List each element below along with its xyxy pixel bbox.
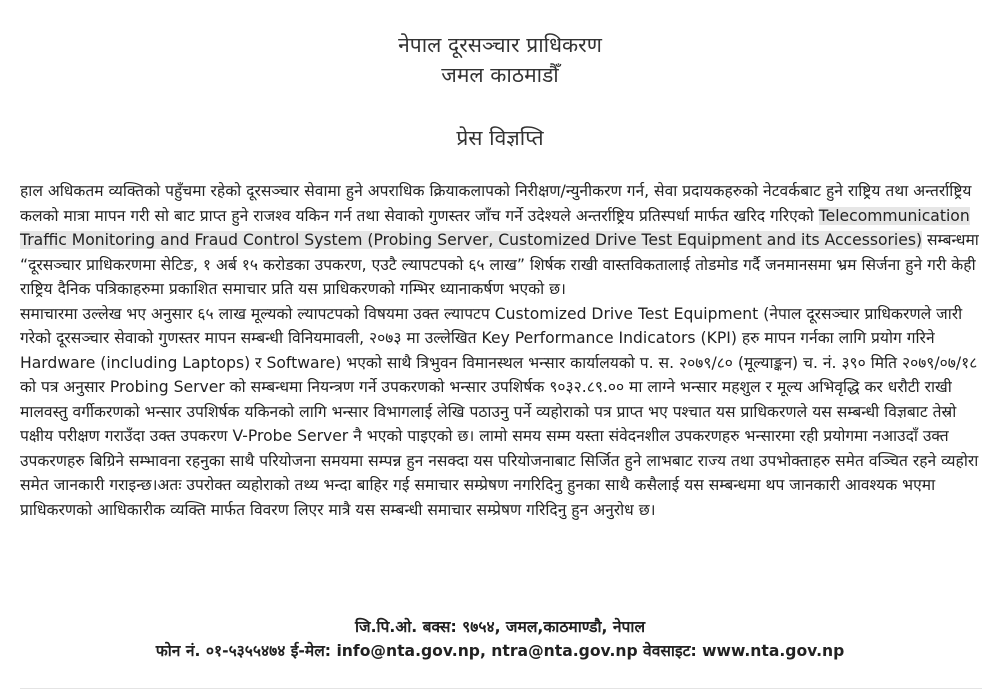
organization-name: नेपाल दूरसञ्चार प्राधिकरण xyxy=(398,33,602,57)
document-title: प्रेस विज्ञप्ति xyxy=(456,126,544,150)
highlighted-system-name: Telecommunication Traffic Monitoring and Fraud Control System (Probing Server, Customized Drive Test Equipment and its Accessories) xyxy=(20,206,970,249)
divider xyxy=(20,688,982,689)
contact-details: फोन नं. ०१-५३५५४७४ ई-मेल: info@nta.gov.np, ntra@nta.gov.np वेवसाइट: www.nta.gov.np xyxy=(155,642,845,660)
organization-location: जमल काठमाडौँ xyxy=(441,63,559,87)
paragraph-1-intro: हाल अधिकतम व्यक्तिको पहुँचमा रहेको दूरसञ्चार सेवामा हुने अपराधिक क्रियाकलापको निरीक्षण/न्युनीकरण गर्न, सेवा प्रदायकहरुको नेटवर्कबाट हुने राष्ट्रिय तथा अन्तर्राष्ट्रिय कलको मात्रा मापन गरी सो बाट प्राप्त हुने राजश्व यकिन गर्न तथा सेवाको गुणस्तर जाँच गर्ने उदेश्यले अन्तर्राष्ट्रिय प्रतिस्पर्धा मार्फत खरिद गरिएको xyxy=(20,182,972,225)
press-release-body xyxy=(20,179,982,522)
letterhead xyxy=(0,30,1000,90)
paragraph-2: समाचारमा उल्लेख भए अनुसार ६५ लाख मूल्यको ल्यापटपको विषयमा उक्त ल्यापटप Customized Drive Test Equipment (नेपाल दूरसञ्चार प्राधिकरणले जारी गरेको दूरसञ्चार सेवाको गुणस्तर मापन सम्बन्धी विनियमावली, २०७३ मा उल्लेखित Key Performance Indicators (KPI) हरु मापन गर्नका लागि प्रयोग गरिने Hardware (including Laptops) र Software) भएको साथै त्रिभुवन विमानस्थल भन्सार कार्यालयको प. स. २०७९/८० (मूल्याङ्कन) च. नं. ३९० मिति २०७९/०७/१८ को पत्र अनुसार Probing Server को सम्बन्धमा नियन्त्रण गर्ने उपकरणको भन्सार उपशिर्षक ९०३२.८९.०० मा लाग्ने भन्सार महशुल र मूल्य अभिवृद्धि कर धरौटी राखी मालवस्तु वर्गीकरणको भन्सार उपशिर्षक यकिनको लागि भन्सार विभागलाई लेखि पठाउनु पर्ने व्यहोराको पत्र प्राप्त भए पश्चात यस प्राधिकरणले यस सम्बन्धी विज्ञबाट तेस्रो पक्षीय परीक्षण गराउँदा उक्त उपकरण V-Probe Server नै भएको पाइएको छ। लामो समय सम्म यस्ता संवेदनशील उपकरणहरु भन्सारमा रही प्रयोगमा नआउदाँ उक्त उपकरणहरु बिग्रिने सम्भावना रहनुका साथै परियोजना समयमा सम्पन्न हुन नसक्दा यस परियोजनाबाट सिर्जित हुने लाभबाट राज्य तथा उपभोक्ताहरु समेत वञ्चित रहने व्यहोरा समेत जानकारी गराइन्छ।अतः उपरोक्त व्यहोराको तथ्य भन्दा बाहिर गई समाचार सम्प्रेषण नगरिदिनु हुनका साथै कसैलाई यस सम्बन्धमा थप जानकारी आवश्यक भएमा प्राधिकरणको आधिकारीक व्यक्ति मार्फत विवरण लिएर मात्रै यस सम्बन्धी समाचार सम्प्रेषण गरिदिनु हुन अनुरोध छ। xyxy=(20,304,979,519)
contact-footer xyxy=(0,615,1000,663)
postal-address: जि.पि.ओ. बक्स: ९७५४, जमल,काठमाण्डौ, नेपाल xyxy=(354,618,646,636)
paragraph-1 xyxy=(20,179,982,302)
paragraph-1-rest: सम्बन्धमा “दूरसञ्चार प्राधिकरणमा सेटिङ, १ अर्ब १५ करोडका उपकरण, एउटै ल्यापटपको ६५ लाख” शिर्षक राखी वास्तविकतालाई तोडमोड गर्दै जनमानसमा भ्रम सिर्जना हुने गरी केही राष्ट्रिय दैनिक पत्रिकाहरुमा प्रकाशित समाचार प्रति यस प्राधिकरणको गम्भिर ध्यानाकर्षण भएको छ। xyxy=(20,231,979,298)
